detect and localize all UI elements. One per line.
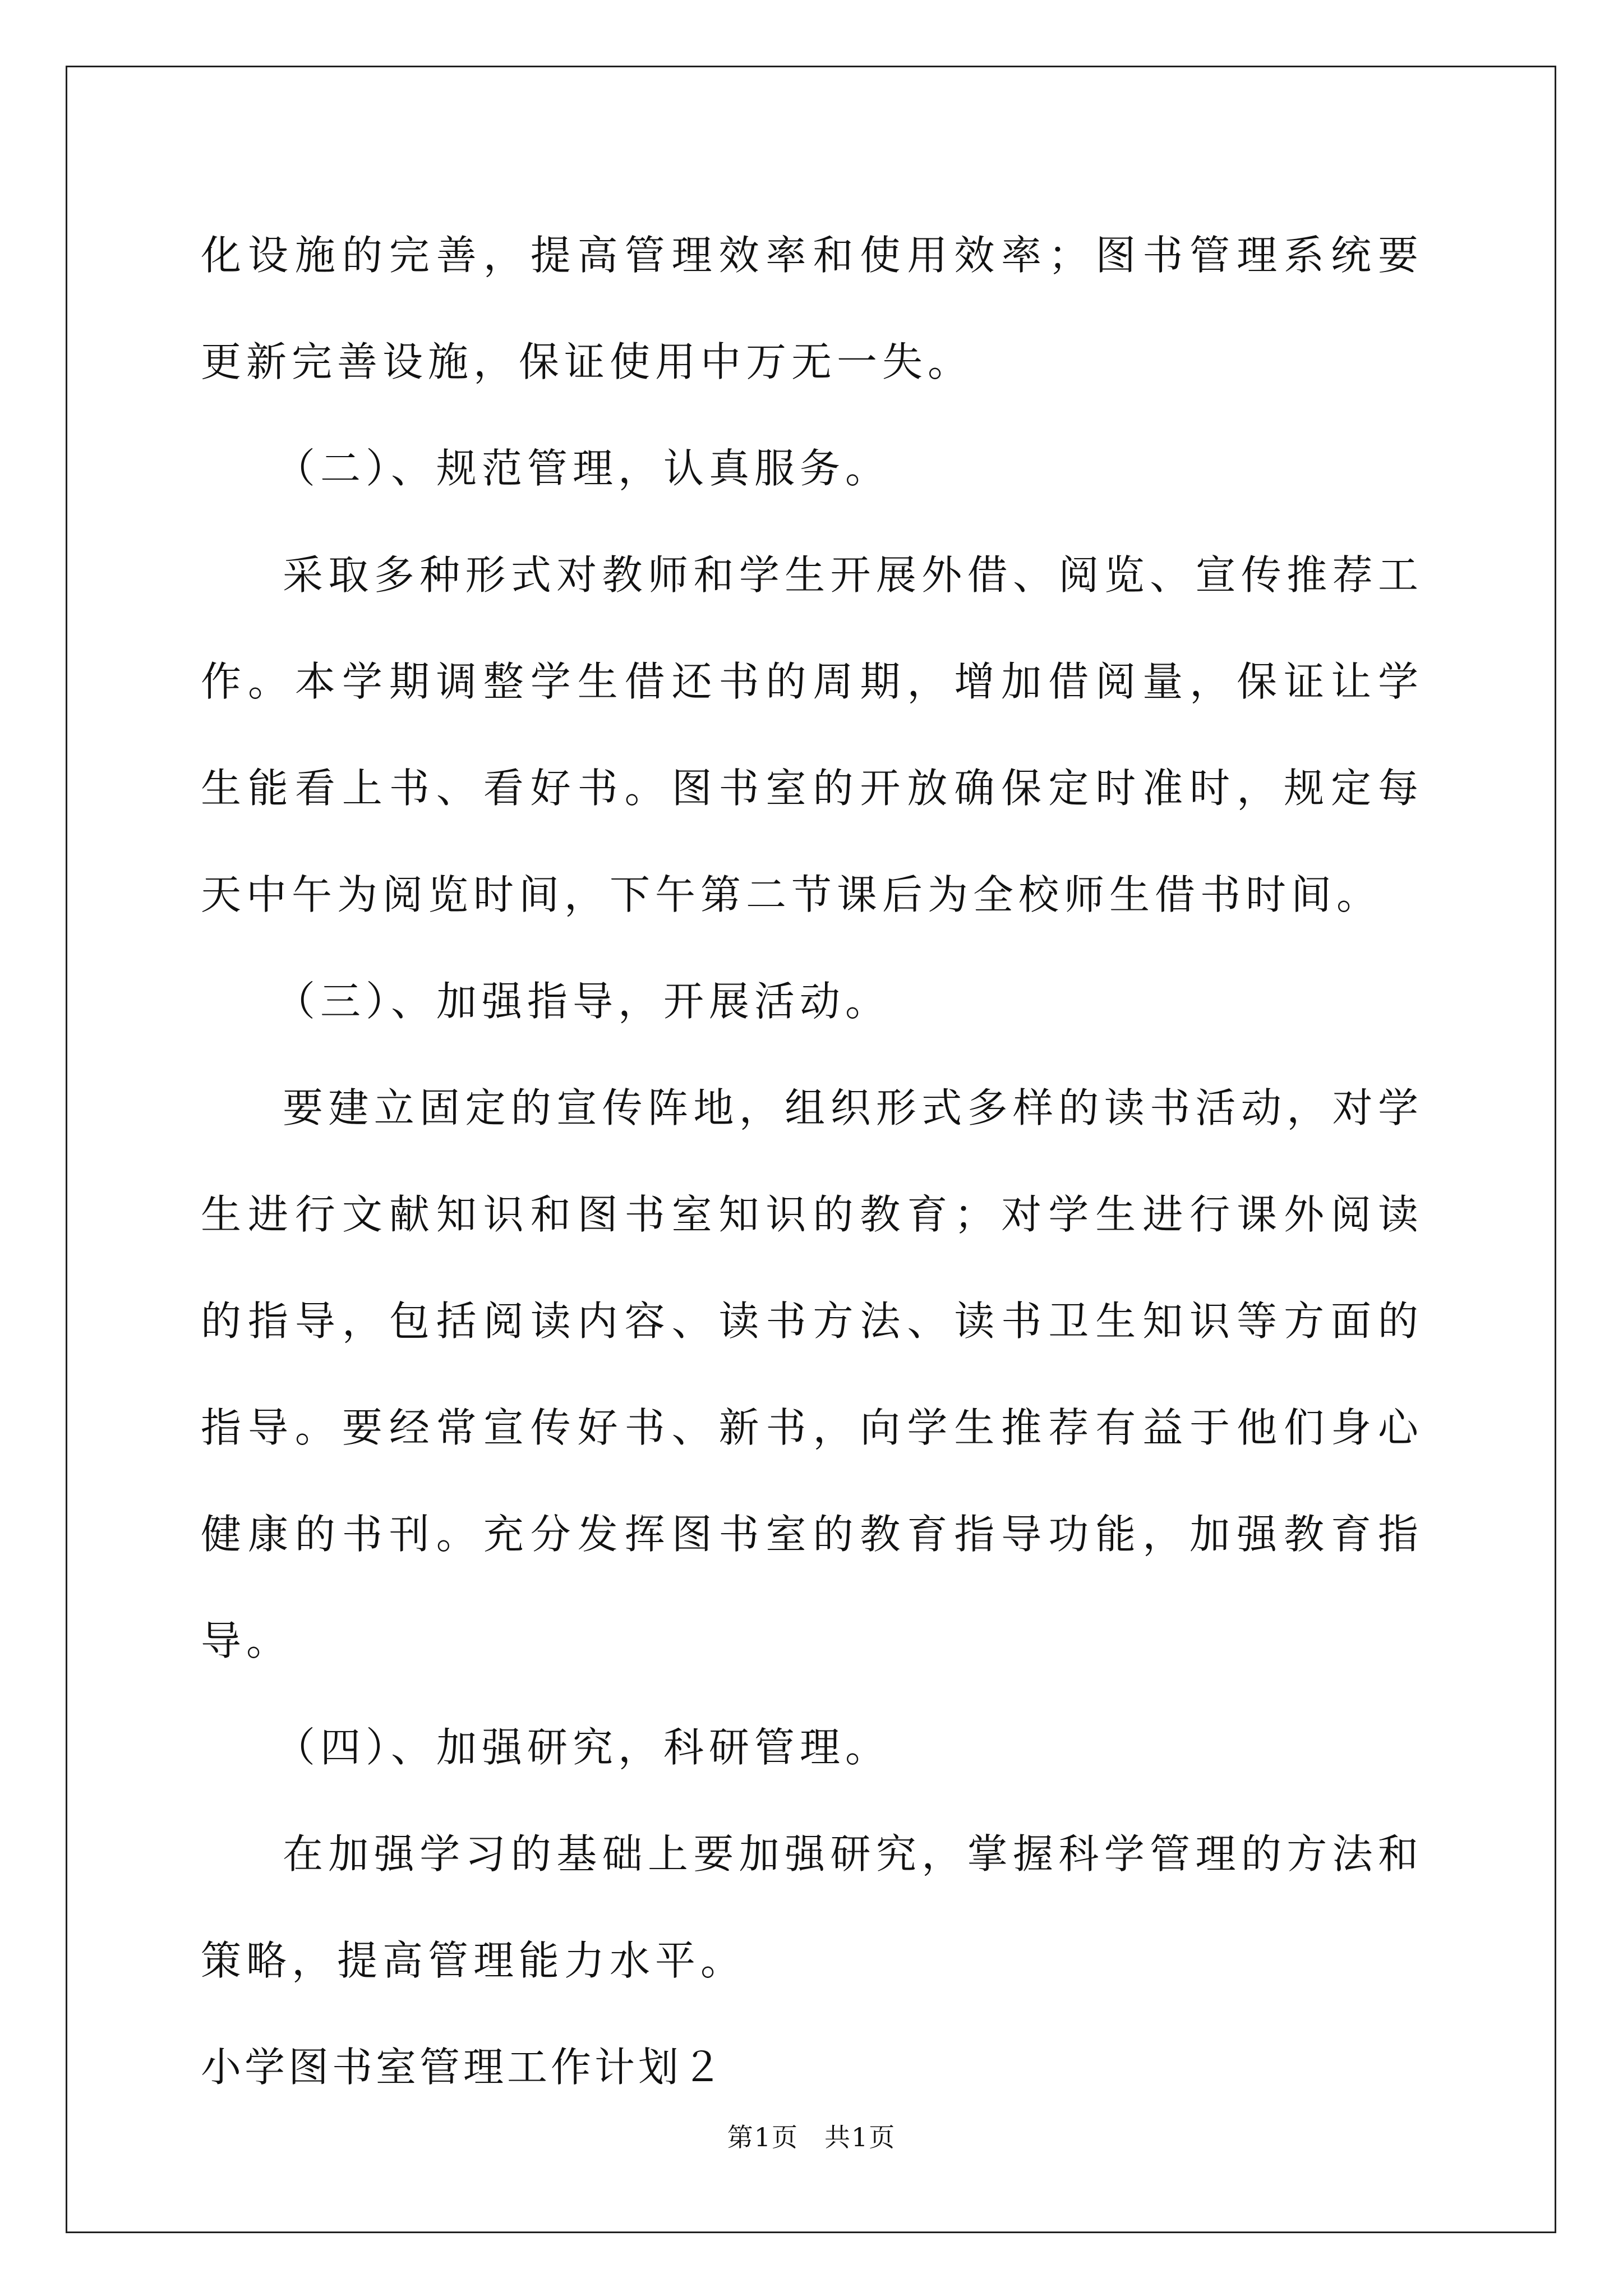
paragraph-guidance: 要建立固定的宣传阵地，组织形式多样的读书活动，对学生进行文献知识和图书室知识的教育；对学生进行课外阅读的指导，包括阅读内容、读书方法、读书卫生知识等方面的指导。要经常宣传好书、新书，向学生推荐有益于他们身心健康的书刊。充分发挥图书室的教育指导功能，加强教育指导。 (201, 1084, 1423, 1664)
page-total: 共1页 (824, 2122, 896, 2152)
subheading-2: （二）、规范管理，认真服务。 (275, 445, 891, 492)
page-footer (0, 2120, 1623, 2154)
paragraph-service: 采取多种形式对教师和学生开展外借、阅览、宣传推荐工作。本学期调整学生借还书的周期，增加借阅量，保证让学生能看上书、看好书。图书室的开放确保定时准时，规定每天中午为阅览时间，下午第二节课后为全校师生借书时间。 (201, 551, 1423, 918)
paragraph-continuation: 化设施的完善，提高管理效率和使用效率；图书管理系统要更新完善设施，保证使用中万无一失。 (201, 232, 1423, 385)
document-body (201, 202, 1423, 2120)
subheading-4: （四）、加强研究，科研管理。 (275, 1724, 891, 1771)
page-number: 第1页 (727, 2122, 799, 2152)
section-title: 小学图书室管理工作计划２ (201, 2044, 726, 2091)
paragraph-research: 在加强学习的基础上要加强研究，掌握科学管理的方法和策略，提高管理能力水平。 (201, 1830, 1423, 1984)
subheading-3: （三）、加强指导，开展活动。 (275, 978, 891, 1025)
